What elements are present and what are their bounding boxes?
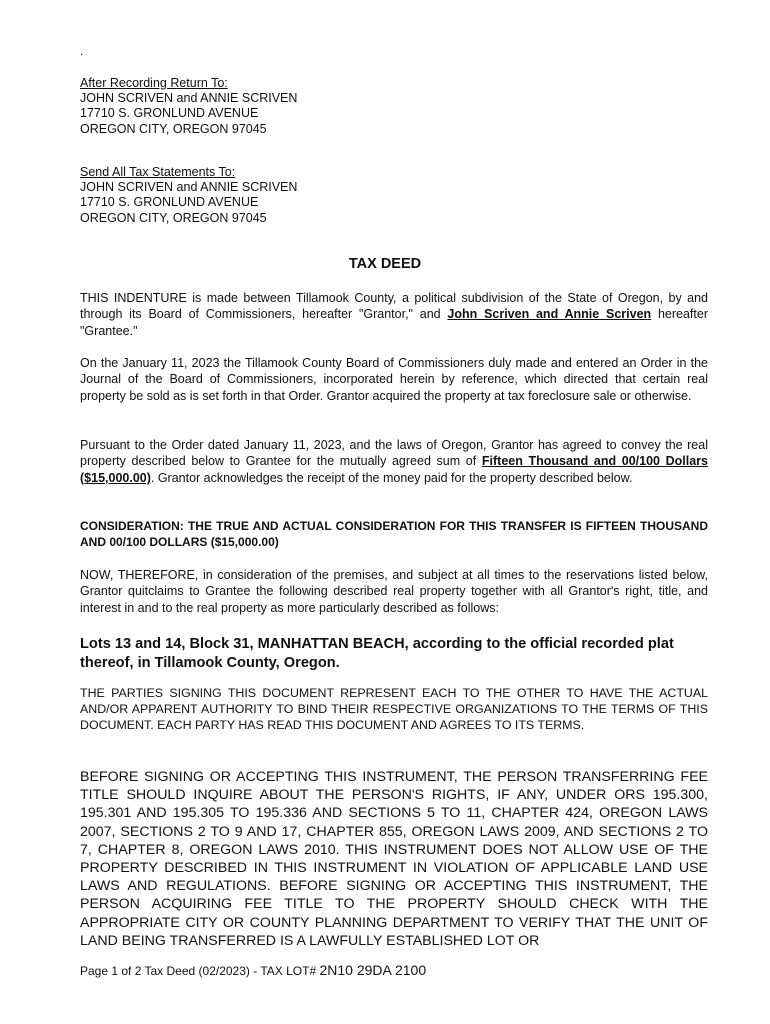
return-to-city: OREGON CITY, OREGON 97045 — [80, 121, 267, 136]
authority-paragraph: THE PARTIES SIGNING THIS DOCUMENT REPRESENT EACH TO THE OTHER TO HAVE THE ACTUAL AND/OR APPARENT AUTHORITY TO BIND THEIR RESPECTIVE ORGANIZATIONS TO THE TERMS OF THIS DOCUMENT. EACH PARTY HAS READ THIS DOCUMENT AND AGREES TO ITS TERMS. — [80, 686, 708, 732]
legal-description: Lots 13 and 14, Block 31, MANHATTAN BEACH, according to the official recorded plat thereof, in Tillamook County, Oregon. — [80, 636, 674, 671]
indenture-paragraph — [80, 290, 708, 339]
tax-lot-number: 2N10 29DA 2100 — [319, 962, 427, 978]
return-to-heading: After Recording Return To: — [80, 76, 228, 90]
tax-statements-street: 17710 S. GRONLUND AVENUE — [80, 195, 259, 210]
tax-statements-name: JOHN SCRIVEN and ANNIE SCRIVEN — [80, 180, 298, 195]
stray-mark: . — [80, 44, 84, 58]
return-to-street: 17710 S. GRONLUND AVENUE — [80, 106, 259, 121]
footer-text: Page 1 of 2 Tax Deed (02/2023) - TAX LOT# — [80, 964, 320, 978]
tax-statements-heading: Send All Tax Statements To: — [80, 165, 236, 179]
tax-statements-city: OREGON CITY, OREGON 97045 — [80, 210, 267, 225]
indenture-text-a: THIS INDENTURE is made between Tillamook County, a political subdivision of the State of Oregon, by and through its Board of Commissioners, hereafter "Grantor," and — [80, 291, 708, 322]
document-title: TAX DEED — [348, 256, 422, 272]
consideration-statement: CONSIDERATION: THE TRUE AND ACTUAL CONSIDERATION FOR THIS TRANSFER IS FIFTEEN THOUSAND AND 00/100 DOLLARS ($15,000.00) — [80, 519, 708, 550]
order-paragraph: On the January 11, 2023 the Tillamook County Board of Commissioners duly made and entered an Order in the Journal of the Board of Commissioners, incorporated herein by reference, which directed that certain real property be sold as is set forth in that Order. Grantor acquired the property at tax foreclosure sale or otherwise. — [80, 356, 708, 403]
grantee-names: John Scriven and Annie Scriven — [447, 307, 652, 322]
return-to-block — [80, 76, 297, 137]
tax-statements-block — [80, 165, 297, 226]
pursuant-text-b: . Grantor acknowledges the receipt of the money paid for the property described below. — [150, 470, 633, 485]
page-footer — [80, 962, 426, 978]
sale-sum: Fifteen Thousand and 00/100 Dollars ($15,000.00) — [80, 454, 708, 485]
return-to-name: JOHN SCRIVEN and ANNIE SCRIVEN — [80, 91, 298, 106]
indenture-text-b: hereafter "Grantee." — [80, 307, 708, 338]
now-therefore-paragraph: NOW, THEREFORE, in consideration of the premises, and subject at all times to the reservations listed below, Grantor quitclaims to Grantee the following described real property together with all Grantor's right, title, and interest in and to the real property as more particularly described as follows: — [80, 568, 708, 615]
pursuant-text-a: Pursuant to the Order dated January 11, 2023, and the laws of Oregon, Grantor has agreed to convey the real property described below to Grantee for the mutually agreed sum of — [80, 438, 708, 469]
land-use-warning: BEFORE SIGNING OR ACCEPTING THIS INSTRUMENT, THE PERSON TRANSFERRING FEE TITLE SHOULD INQUIRE ABOUT THE PERSON'S RIGHTS, IF ANY, UNDER ORS 195.300, 195.301 AND 195.305 TO 195.336 AND SECTIONS 5 TO 11, CHAPTER 424, OREGON LAWS 2007, SECTIONS 2 TO 9 AND 17, CHAPTER 855, OREGON LAWS 2009, AND SECTIONS 2 TO 7, CHAPTER 8, OREGON LAWS 2010. THIS INSTRUMENT DOES NOT ALLOW USE OF THE PROPERTY DESCRIBED IN THIS INSTRUMENT IN VIOLATION OF APPLICABLE LAND USE LAWS AND REGULATIONS. BEFORE SIGNING OR ACCEPTING THIS INSTRUMENT, THE PERSON ACQUIRING FEE TITLE TO THE PROPERTY SHOULD CHECK WITH THE APPROPRIATE CITY OR COUNTY PLANNING DEPARTMENT TO VERIFY THAT THE UNIT OF LAND BEING TRANSFERRED IS A LAWFULLY ESTABLISHED LOT OR — [80, 769, 708, 949]
pursuant-paragraph — [80, 437, 708, 486]
